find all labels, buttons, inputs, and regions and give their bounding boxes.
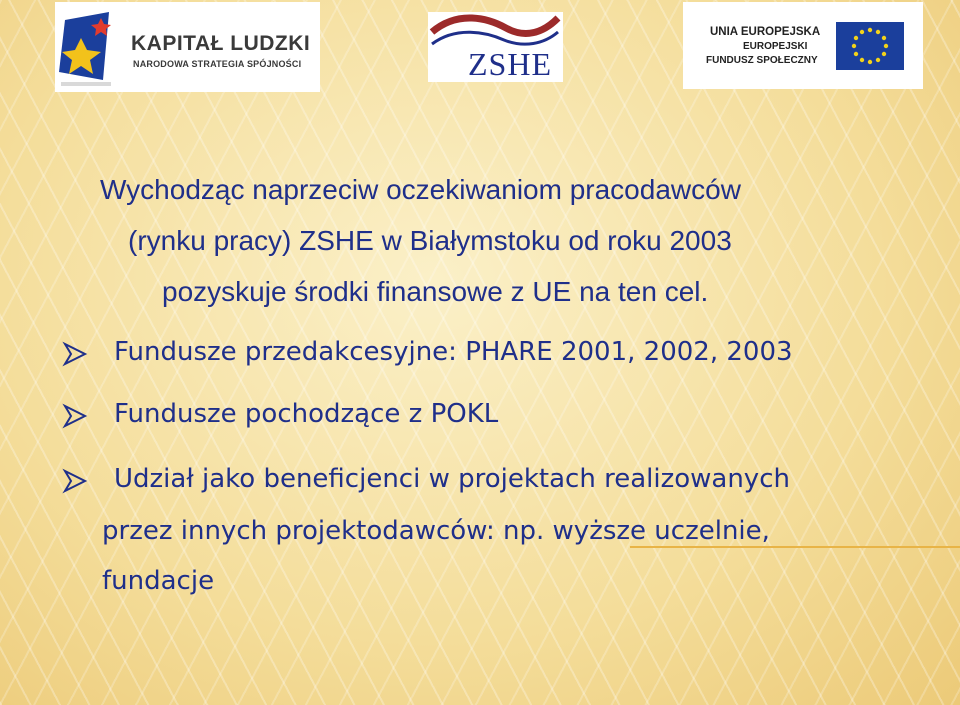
accent-divider <box>630 546 960 548</box>
intro-paragraph <box>100 164 900 317</box>
arrow-bullet-icon <box>62 341 88 367</box>
arrow-bullet-icon <box>62 468 88 494</box>
eu-logo <box>683 2 923 89</box>
kapital-ludzki-emblem-icon <box>57 2 127 92</box>
kapital-ludzki-title: KAPITAŁ LUDZKI <box>131 32 311 55</box>
intro-line-1: Wychodząc naprzeciw oczekiwaniom pracodawców <box>100 174 741 205</box>
bullet-text: Fundusze przedakcesyjne: PHARE 2001, 2002, 2003 <box>114 337 793 367</box>
bullet-continuation-line-2: fundacje <box>102 566 215 596</box>
zshe-logo-text: ZSHE <box>468 46 552 82</box>
eu-flag-icon <box>836 22 904 70</box>
bullet-text: Fundusze pochodzące z POKL <box>114 399 499 429</box>
kapital-ludzki-subtitle: NARODOWA STRATEGIA SPÓJNOŚCI <box>133 59 302 69</box>
arrow-bullet-icon <box>62 403 88 429</box>
eu-logo-line1: UNIA EUROPEJSKA <box>710 26 821 38</box>
bullet-continuation-line-1: przez innych projektodawców: np. wyższe uczelnie, <box>102 516 770 546</box>
bullet-text: Udział jako beneficjenci w projektach realizowanych <box>114 464 790 494</box>
kapital-ludzki-logo <box>55 2 320 92</box>
eu-logo-line3: FUNDUSZ SPOŁECZNY <box>706 55 818 66</box>
intro-line-2: (rynku pracy) ZSHE w Białymstoku od roku 2003 <box>128 225 732 256</box>
zshe-logo <box>428 12 563 82</box>
eu-logo-line2: EUROPEJSKI <box>743 41 808 52</box>
intro-line-3: pozyskuje środki finansowe z UE na ten cel. <box>162 276 709 307</box>
